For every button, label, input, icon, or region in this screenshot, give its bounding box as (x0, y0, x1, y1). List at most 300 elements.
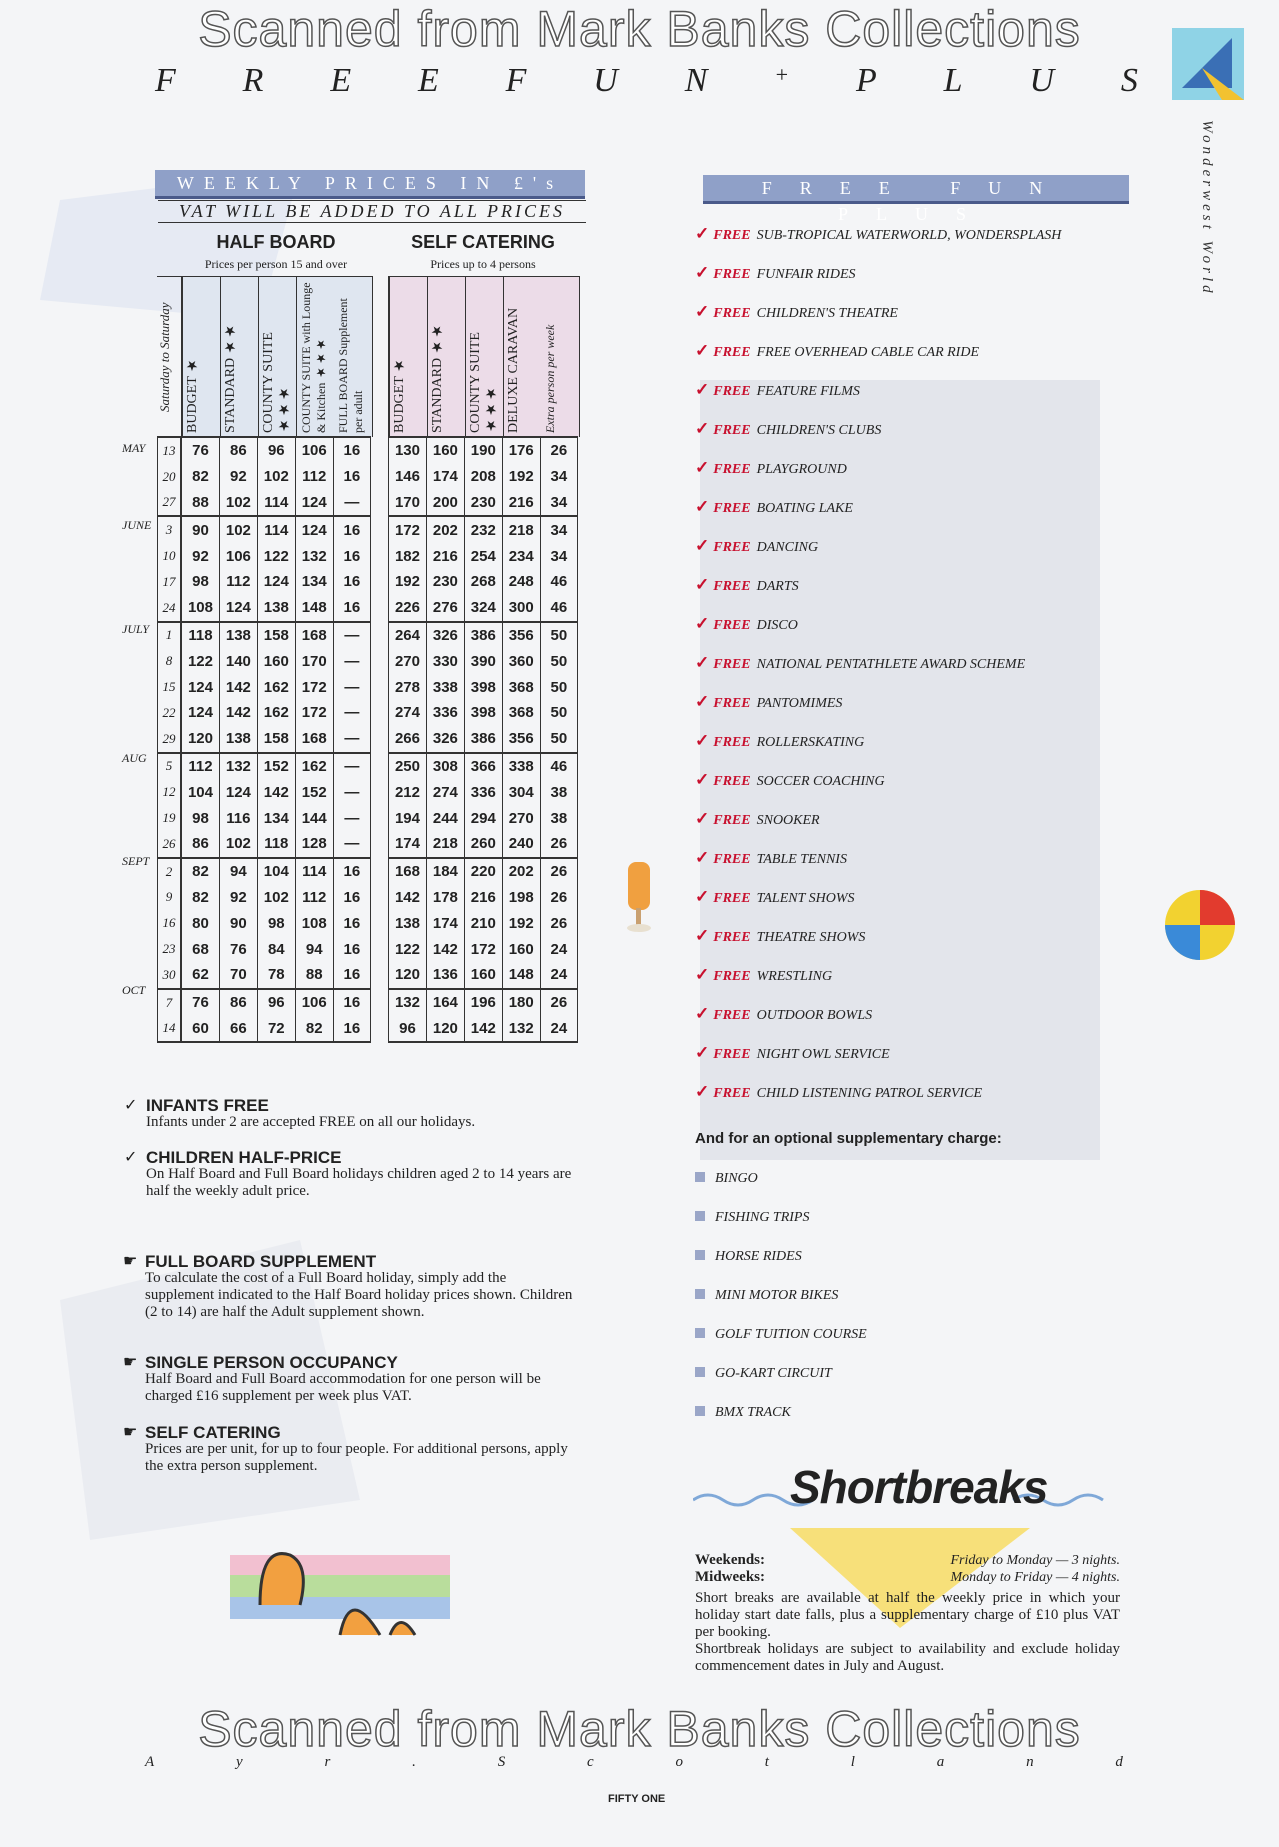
price-cell: 234 (502, 543, 540, 569)
free-label: FREE (713, 579, 751, 594)
price-cell: 268 (464, 569, 502, 595)
table-row (389, 700, 578, 726)
free-fun-item-label: SOCCER COACHING (756, 774, 885, 789)
price-cell: 34 (540, 543, 577, 569)
price-cell: 172 (389, 516, 427, 543)
price-cell: 66 (219, 1016, 257, 1043)
free-fun-item-label: CHILD LISTENING PATROL SERVICE (756, 1086, 983, 1101)
price-cell: 146 (389, 464, 427, 490)
price-cell: 248 (502, 569, 540, 595)
price-cell: 230 (426, 569, 464, 595)
pointing-hand-icon: ☛ (123, 1424, 138, 1441)
price-cell: 80 (182, 910, 220, 936)
table-row (158, 726, 181, 753)
price-cell: 46 (540, 569, 577, 595)
table-row (182, 464, 371, 490)
free-label: FREE (713, 969, 751, 984)
price-cell: — (333, 753, 370, 780)
price-cell: 124 (182, 674, 220, 700)
price-cell: 104 (257, 858, 295, 885)
price-cell: 142 (464, 1016, 502, 1043)
price-cell: 202 (502, 858, 540, 885)
optional-item-label: GOLF TUITION COURSE (715, 1327, 867, 1342)
check-icon: ✓ (695, 419, 710, 438)
price-cell: 16 (333, 936, 370, 962)
price-cell: — (333, 779, 370, 805)
check-icon: ✓ (695, 380, 710, 399)
month-label: MAY (122, 441, 146, 455)
half-board-price-table (181, 436, 371, 1043)
check-icon: ✓ (695, 1082, 710, 1101)
price-cell: 76 (219, 936, 257, 962)
free-fun-item-label: TALENT SHOWS (756, 891, 855, 906)
price-cell: 88 (182, 490, 220, 517)
price-cell: 172 (295, 674, 333, 700)
price-cell: 216 (426, 543, 464, 569)
day-cell: 20 (158, 464, 181, 490)
day-cell: 1 (158, 622, 181, 649)
table-row (389, 516, 578, 543)
half-board-column-headers (181, 276, 373, 437)
month-label: AUG (122, 750, 147, 765)
day-cell: 30 (158, 962, 181, 989)
price-cell: 26 (540, 989, 577, 1016)
price-cell: 260 (464, 831, 502, 858)
free-fun-item (695, 653, 1135, 692)
square-bullet-icon (695, 1289, 705, 1299)
price-cell: 138 (219, 726, 257, 753)
table-row (182, 936, 371, 962)
price-cell: 38 (540, 805, 577, 831)
day-cell: 27 (158, 490, 181, 517)
check-icon: ✓ (695, 692, 710, 711)
optional-item-label: BINGO (715, 1171, 758, 1186)
month-label: JULY (122, 621, 150, 636)
price-cell: 90 (219, 910, 257, 936)
free-fun-item-label: FEATURE FILMS (756, 384, 860, 399)
price-cell: 82 (182, 885, 220, 911)
price-cell: 86 (219, 989, 257, 1016)
price-cell: 304 (502, 779, 540, 805)
page-number: FIFTY ONE (608, 1793, 666, 1805)
price-cell: 172 (464, 936, 502, 962)
price-cell: 50 (540, 674, 577, 700)
price-cell: 308 (426, 753, 464, 780)
free-fun-item (695, 965, 1135, 1004)
table-row (182, 490, 371, 517)
free-label: FREE (713, 891, 751, 906)
check-icon: ✓ (695, 263, 710, 282)
ice-lolly-icon (620, 860, 660, 935)
price-cell: 16 (333, 543, 370, 569)
page-title: F R E E F U N + P L U S (155, 62, 1140, 99)
price-cell: 122 (389, 936, 427, 962)
vat-note: VAT WILL BE ADDED TO ALL PRICES (158, 200, 586, 223)
price-cell: 216 (502, 490, 540, 517)
free-fun-item (695, 380, 1135, 419)
free-fun-banner: FREE FUN PLUS (703, 175, 1129, 204)
table-row (182, 805, 371, 831)
day-cell: 17 (158, 569, 181, 595)
price-cell: 16 (333, 858, 370, 885)
table-row (158, 885, 181, 911)
free-fun-item-label: NIGHT OWL SERVICE (756, 1047, 890, 1062)
price-cell: — (333, 726, 370, 753)
price-cell: 86 (182, 831, 220, 858)
price-cell: 108 (295, 910, 333, 936)
price-cell: 96 (257, 989, 295, 1016)
price-cell: — (333, 674, 370, 700)
table-row (182, 622, 371, 649)
table-row (158, 437, 181, 464)
day-cell: 16 (158, 910, 181, 936)
check-icon: ✓ (695, 926, 710, 945)
free-fun-item (695, 614, 1135, 653)
price-cell: 172 (295, 700, 333, 726)
price-cell: 194 (389, 805, 427, 831)
table-row (158, 753, 181, 780)
price-cell: 86 (219, 437, 257, 464)
price-cell: 226 (389, 595, 427, 622)
table-row (389, 569, 578, 595)
price-cell: 102 (219, 831, 257, 858)
price-cell: 116 (219, 805, 257, 831)
table-row (389, 962, 578, 989)
table-row (158, 831, 181, 858)
price-cell: 366 (464, 753, 502, 780)
price-cell: 164 (426, 989, 464, 1016)
day-cell: 3 (158, 516, 181, 543)
table-row (182, 543, 371, 569)
price-cell: 102 (257, 885, 295, 911)
price-cell: 278 (389, 674, 427, 700)
free-fun-item-label: THEATRE SHOWS (756, 930, 866, 945)
price-cell: 46 (540, 753, 577, 780)
free-fun-item (695, 302, 1135, 341)
shortbreaks-text: Short breaks are available at half the weekly price in which your holiday start date falls, plus a supplementary charge of £10 plus VAT per booking. Shortbreak holidays are subject to availability and exclude holiday commencement dates in July and August. (695, 1590, 1120, 1674)
table-row (158, 936, 181, 962)
price-cell: 168 (389, 858, 427, 885)
table-row (389, 1016, 578, 1043)
square-bullet-icon (695, 1211, 705, 1221)
optional-item-label: GO-KART CIRCUIT (715, 1366, 832, 1381)
price-cell: — (333, 648, 370, 674)
free-fun-item (695, 263, 1135, 302)
price-cell: 16 (333, 885, 370, 911)
price-cell: 120 (426, 1016, 464, 1043)
price-cell: 92 (182, 543, 220, 569)
footer-location: A y r . S c o t l a n d (145, 1754, 1125, 1770)
optional-item-label: HORSE RIDES (715, 1249, 802, 1264)
price-cell: 178 (426, 885, 464, 911)
price-cell: 390 (464, 648, 502, 674)
hb-col-county-suite-lounge: COUNTY SUITE with Lounge & Kitchen ★★★ (296, 277, 334, 437)
table-row (182, 1016, 371, 1043)
table-row (158, 595, 181, 622)
check-icon: ✓ (695, 497, 710, 516)
price-cell: 200 (426, 490, 464, 517)
free-label: FREE (713, 1047, 751, 1062)
price-cell: 106 (295, 989, 333, 1016)
note-children: ✓ CHILDREN HALF-PRICE On Half Board and Full Board holidays children aged 2 to 14 years are half the weekly adult price. (124, 1148, 572, 1199)
free-label: FREE (713, 1008, 751, 1023)
price-cell: 184 (426, 858, 464, 885)
free-fun-item-label: CHILDREN'S CLUBS (756, 423, 882, 438)
sc-col-budget: BUDGET ★ (389, 277, 427, 437)
price-cell: 60 (182, 1016, 220, 1043)
price-cell: 112 (295, 464, 333, 490)
table-row (182, 674, 371, 700)
price-cell: 114 (295, 858, 333, 885)
price-cell: — (333, 805, 370, 831)
table-row (389, 622, 578, 649)
price-cell: 34 (540, 516, 577, 543)
price-cell: 266 (389, 726, 427, 753)
price-cell: 216 (464, 885, 502, 911)
price-cell: 152 (295, 779, 333, 805)
price-cell: 368 (502, 674, 540, 700)
free-fun-item-label: CHILDREN'S THEATRE (756, 306, 898, 321)
day-cell: 5 (158, 753, 181, 780)
free-fun-item-label: OUTDOOR BOWLS (756, 1008, 873, 1023)
table-row (182, 962, 371, 989)
price-cell: 120 (182, 726, 220, 753)
price-cell: 136 (426, 962, 464, 989)
price-cell: 160 (464, 962, 502, 989)
free-fun-item-label: FREE OVERHEAD CABLE CAR RIDE (756, 345, 980, 360)
price-cell: 130 (389, 437, 427, 464)
price-cell: 98 (182, 569, 220, 595)
price-cell: 148 (502, 962, 540, 989)
free-label: FREE (713, 462, 751, 477)
free-fun-item-label: FUNFAIR RIDES (756, 267, 856, 282)
free-fun-item (695, 731, 1135, 770)
price-cell: 274 (426, 779, 464, 805)
check-icon: ✓ (695, 341, 710, 360)
price-cell: 168 (295, 622, 333, 649)
table-row (182, 437, 371, 464)
price-cell: 16 (333, 989, 370, 1016)
price-cell: 118 (257, 831, 295, 858)
price-cell: 50 (540, 648, 577, 674)
table-row (389, 464, 578, 490)
optional-list (695, 1171, 867, 1444)
table-row (389, 753, 578, 780)
price-cell: 386 (464, 726, 502, 753)
sc-col-standard: STANDARD ★★ (427, 277, 465, 437)
free-label: FREE (713, 774, 751, 789)
price-cell: 386 (464, 622, 502, 649)
price-cell: 82 (182, 858, 220, 885)
table-row (158, 779, 181, 805)
price-cell: 84 (257, 936, 295, 962)
table-row (182, 700, 371, 726)
sc-col-extra-person: Extra person per week (543, 324, 557, 433)
square-bullet-icon (695, 1172, 705, 1182)
price-cell: 240 (502, 831, 540, 858)
table-row (158, 543, 181, 569)
check-icon: ✓ (695, 965, 710, 984)
price-cell: 96 (389, 1016, 427, 1043)
day-cell: 7 (158, 989, 181, 1016)
price-cell: 336 (426, 700, 464, 726)
free-fun-item-label: ROLLERSKATING (756, 735, 865, 750)
price-cell: 90 (182, 516, 220, 543)
price-cell: 160 (502, 936, 540, 962)
table-row (182, 779, 371, 805)
check-icon: ✓ (695, 1043, 710, 1062)
free-label: FREE (713, 423, 751, 438)
day-cell: 9 (158, 885, 181, 911)
price-cell: 142 (219, 674, 257, 700)
shortbreaks-title: Shortbreaks (790, 1461, 1048, 1513)
price-cell: 26 (540, 885, 577, 911)
check-icon: ✓ (695, 731, 710, 750)
check-icon: ✓ (695, 614, 710, 633)
table-row (389, 595, 578, 622)
square-bullet-icon (695, 1367, 705, 1377)
table-row (158, 569, 181, 595)
price-cell: 16 (333, 595, 370, 622)
watermark-bottom: Scanned from Mark Banks Collections (198, 1701, 1081, 1757)
price-cell: 170 (389, 490, 427, 517)
price-cell: 356 (502, 622, 540, 649)
table-row (158, 700, 181, 726)
optional-item (695, 1327, 867, 1366)
sc-col-county-suite: COUNTY SUITE ★★★ (465, 277, 503, 437)
table-row (182, 858, 371, 885)
price-cell: 92 (219, 464, 257, 490)
note-infants: ✓ INFANTS FREE Infants under 2 are accepted FREE on all our holidays. (124, 1096, 476, 1130)
table-row (158, 910, 181, 936)
price-cell: 192 (389, 569, 427, 595)
price-cell: 276 (426, 595, 464, 622)
free-label: FREE (713, 228, 751, 243)
price-cell: 38 (540, 779, 577, 805)
price-cell: 26 (540, 910, 577, 936)
check-icon: ✓ (695, 770, 710, 789)
price-cell: 230 (464, 490, 502, 517)
free-label: FREE (713, 813, 751, 828)
price-cell: 114 (257, 490, 295, 517)
price-cell: 324 (464, 595, 502, 622)
table-row (182, 516, 371, 543)
hb-col-standard: STANDARD ★★ (220, 277, 258, 437)
day-cell: 26 (158, 831, 181, 858)
table-row (158, 622, 181, 649)
free-label: FREE (713, 1086, 751, 1101)
free-label: FREE (713, 345, 751, 360)
price-cell: 294 (464, 805, 502, 831)
price-cell: 96 (257, 437, 295, 464)
price-cell: 138 (257, 595, 295, 622)
free-fun-item (695, 848, 1135, 887)
check-icon: ✓ (695, 848, 710, 867)
check-icon: ✓ (695, 575, 710, 594)
price-cell: 70 (219, 962, 257, 989)
price-cell: 124 (295, 490, 333, 517)
table-row (158, 648, 181, 674)
price-cell: 34 (540, 490, 577, 517)
price-cell: 326 (426, 622, 464, 649)
day-cell: 15 (158, 674, 181, 700)
free-fun-item (695, 1004, 1135, 1043)
half-board-subtitle: Prices per person 15 and over (204, 257, 348, 271)
price-cell: 264 (389, 622, 427, 649)
price-cell: 104 (182, 779, 220, 805)
free-fun-item-label: PLAYGROUND (756, 462, 847, 477)
price-cell: 212 (389, 779, 427, 805)
price-cell: 218 (502, 516, 540, 543)
day-cell: 2 (158, 858, 181, 885)
price-cell: 144 (295, 805, 333, 831)
table-row (182, 648, 371, 674)
price-cell: 26 (540, 858, 577, 885)
price-cell: 192 (502, 464, 540, 490)
price-cell: 140 (219, 648, 257, 674)
free-label: FREE (713, 306, 751, 321)
free-fun-item-label: TABLE TENNIS (756, 852, 847, 867)
optional-item-label: BMX TRACK (715, 1405, 791, 1420)
price-cell: 158 (257, 622, 295, 649)
price-cell: 210 (464, 910, 502, 936)
price-cell: — (333, 700, 370, 726)
price-cell: 190 (464, 437, 502, 464)
price-cell: 112 (295, 885, 333, 911)
check-icon: ✓ (695, 302, 710, 321)
month-label: SEPT (122, 853, 150, 868)
price-cell: 142 (389, 885, 427, 911)
table-row (389, 885, 578, 911)
price-cell: 16 (333, 910, 370, 936)
price-cell: 50 (540, 700, 577, 726)
day-column-header: Saturday to Saturday (157, 276, 182, 438)
price-cell: 398 (464, 700, 502, 726)
price-cell: 174 (426, 910, 464, 936)
price-cell: 46 (540, 595, 577, 622)
square-bullet-icon (695, 1250, 705, 1260)
price-cell: 162 (257, 700, 295, 726)
price-cell: 26 (540, 831, 577, 858)
free-fun-list (695, 224, 1135, 1121)
watermark-top: Scanned from Mark Banks Collections (198, 1, 1081, 57)
month-label: OCT (122, 982, 146, 997)
price-cell: 24 (540, 1016, 577, 1043)
check-icon: ✓ (695, 458, 710, 477)
price-cell: 208 (464, 464, 502, 490)
table-row (389, 858, 578, 885)
table-row (158, 464, 181, 490)
price-cell: 98 (182, 805, 220, 831)
prices-banner: WEEKLY PRICES IN £'s (155, 170, 585, 199)
free-label: FREE (713, 657, 751, 672)
table-row (389, 779, 578, 805)
table-row (389, 490, 578, 517)
price-cell: 160 (257, 648, 295, 674)
check-icon: ✓ (124, 1097, 138, 1114)
price-cell: 132 (389, 989, 427, 1016)
price-cell: 106 (219, 543, 257, 569)
price-cell: 98 (257, 910, 295, 936)
free-label: FREE (713, 930, 751, 945)
price-cell: 50 (540, 622, 577, 649)
self-catering-column-headers (388, 276, 580, 437)
check-icon: ✓ (124, 1149, 138, 1166)
free-fun-item-label: DANCING (756, 540, 819, 555)
price-cell: 16 (333, 437, 370, 464)
day-cell: 24 (158, 595, 181, 622)
table-row (389, 936, 578, 962)
